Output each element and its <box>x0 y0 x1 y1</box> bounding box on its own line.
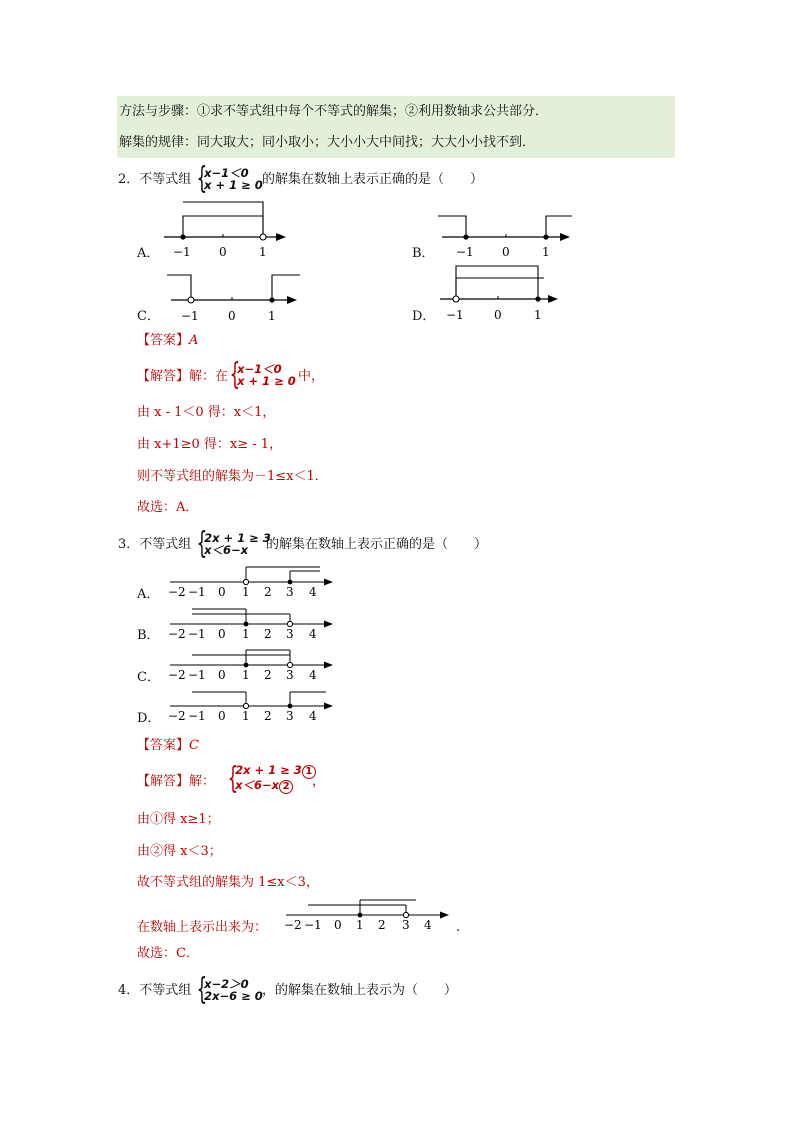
q3-step3: 故不等式组的解集为 1≤x＜3， <box>137 875 319 890</box>
q3-step2: 由②得 x＜3； <box>137 844 222 859</box>
tick-label: 1 <box>534 308 542 322</box>
tick-label: −2 <box>168 709 186 723</box>
q3-suffix: 的解集在数轴上表示正确的是（ ） <box>266 537 488 552</box>
q3-solve-head <box>137 774 215 790</box>
brace-icon: { <box>229 357 241 392</box>
tick-label: −2 <box>284 918 302 932</box>
q2-option-c-numberline <box>165 269 305 325</box>
tick-label: 0 <box>502 245 510 259</box>
q3-comma: ， <box>312 774 326 789</box>
method-line-1: 方法与步骤：①求不等式组中每个不等式的解集；②利用数轴求公共部分． <box>119 104 549 119</box>
tick-label: 0 <box>219 245 227 259</box>
q2-solve-head <box>137 369 228 385</box>
q3-eq1: 2x + 1 ≥ 3 <box>204 531 271 545</box>
tick-label: −1 <box>188 627 206 641</box>
tick-label: −1 <box>173 245 191 259</box>
q2-option-a-numberline <box>160 198 292 262</box>
q3-option-c-label: C． <box>137 670 160 685</box>
tick-label: 2 <box>264 627 272 641</box>
tick-label: 0 <box>218 709 226 723</box>
tick-label: −1 <box>304 918 322 932</box>
tick-label: 1 <box>242 627 250 641</box>
tick-label: −2 <box>168 627 186 641</box>
tick-label: 4 <box>309 709 317 723</box>
tick-label: 3 <box>286 668 294 682</box>
q4-eq2: 2x−6 ≥ 0 <box>204 989 263 1003</box>
q2-option-b-numberline <box>436 210 576 262</box>
tick-label: −1 <box>188 668 206 682</box>
tick-label: 3 <box>286 627 294 641</box>
solve-word: 解： <box>189 774 216 789</box>
method-line-2: 解集的规律：同大取大；同小取小；大小小大中间找；大大小小找不到． <box>119 135 536 150</box>
q2-answer <box>137 333 198 349</box>
tick-label: −1 <box>188 709 206 723</box>
circle-one-mark: ① <box>150 812 164 827</box>
answer-value: A <box>189 333 199 348</box>
tick-label: −1 <box>181 309 199 323</box>
tick-label: −1 <box>446 308 464 322</box>
brace-icon: { <box>196 161 208 196</box>
circle-two-icon: 2 <box>279 780 293 794</box>
tick-label: 1 <box>242 668 250 682</box>
tick-label: 1 <box>242 585 250 599</box>
q2-step2: 由 x+1≥0 得：x≥ - 1， <box>137 437 283 452</box>
q2-prefix: 2．不等式组 <box>118 172 192 187</box>
q2-suffix: 的解集在数轴上表示正确的是（ ） <box>262 172 484 187</box>
tick-label: 0 <box>228 309 236 323</box>
tick-label: 2 <box>264 668 272 682</box>
q4-system <box>188 972 263 1007</box>
q2-step1: 由 x - 1＜0 得：x＜1， <box>137 405 276 420</box>
q2-option-d-numberline <box>434 262 564 324</box>
tick-label: 1 <box>542 245 550 259</box>
q3-step1: 由①得 x≥1； <box>137 812 220 827</box>
tick-label: 3 <box>286 709 294 723</box>
q2-eq2: x + 1 ≥ 0 <box>204 178 263 192</box>
tick-label: 2 <box>264 709 272 723</box>
q3-option-a-label: A． <box>137 587 160 602</box>
q2-solve-eq1: x−1＜0 <box>237 362 282 376</box>
q3-prefix: 3．不等式组 <box>118 537 192 552</box>
tick-label: 1 <box>242 709 250 723</box>
answer-tag: 【答案】 <box>137 333 190 348</box>
q3-solve-eq1: 2x + 1 ≥ 3 <box>235 763 302 777</box>
brace-icon: { <box>227 761 239 796</box>
q3-solution-numberline <box>282 896 454 936</box>
q2-option-b-label: B． <box>412 246 435 261</box>
q2-solve-eq2: x + 1 ≥ 0 <box>237 374 296 388</box>
tick-label: 0 <box>218 585 226 599</box>
answer-tag: 【答案】 <box>137 738 190 753</box>
tick-label: −1 <box>188 585 206 599</box>
tick-label: 3 <box>286 585 294 599</box>
tick-label: 0 <box>494 308 502 322</box>
q2-conclude: 故选：A． <box>137 500 199 515</box>
method-box <box>117 96 675 158</box>
tick-label: 3 <box>402 918 410 932</box>
q2-option-d-label: D． <box>412 309 436 324</box>
q3-solve-system <box>219 761 316 796</box>
q2-solve-mid: 中， <box>298 369 325 384</box>
q3-eq2: x＜6−x <box>204 543 249 557</box>
q2-solve-system <box>221 357 296 392</box>
tick-label: −2 <box>168 668 186 682</box>
circle-one-icon: 1 <box>302 765 316 779</box>
q3-conclude: 故选：C． <box>137 946 199 961</box>
tick-label: 4 <box>309 585 317 599</box>
tick-label: −2 <box>168 585 186 599</box>
tick-label: 4 <box>309 668 317 682</box>
brace-icon: { <box>196 526 208 561</box>
q2-option-c-label: C． <box>137 309 160 324</box>
brace-icon: { <box>196 972 208 1007</box>
solve-tag: 【解答】 <box>137 774 190 789</box>
tick-label: 1 <box>268 309 276 323</box>
tick-label: 4 <box>424 918 432 932</box>
circle-two-mark: ② <box>150 844 164 859</box>
answer-value: C <box>189 738 199 753</box>
q3-option-b-label: B． <box>137 628 160 643</box>
q3-answer <box>137 738 199 754</box>
q3-option-c-numberline <box>166 645 338 685</box>
tick-label: 0 <box>218 627 226 641</box>
q4-suffix: ，的解集在数轴上表示为（ ） <box>262 983 458 998</box>
q3-option-b-numberline <box>166 604 338 644</box>
q4-eq1: x−2＞0 <box>204 977 249 991</box>
q3-option-a-numberline <box>166 563 338 603</box>
q2-option-a-label: A． <box>137 246 160 261</box>
q3-solve-eq2: x＜6−x <box>235 778 280 792</box>
tick-label: 1 <box>259 245 267 259</box>
tick-label: 2 <box>378 918 386 932</box>
tick-label: −1 <box>456 245 474 259</box>
q3-option-d-label: D． <box>137 711 161 726</box>
q3-system <box>188 526 271 561</box>
tick-label: 0 <box>218 668 226 682</box>
q2-system <box>188 161 263 196</box>
q2-eq1: x−1＜0 <box>204 166 249 180</box>
solve-word: 解：在 <box>189 369 229 384</box>
tick-label: 4 <box>309 627 317 641</box>
tick-label: 1 <box>356 918 364 932</box>
q2-step3: 则不等式组的解集为－1≤x＜1． <box>137 469 328 484</box>
solve-tag: 【解答】 <box>137 369 190 384</box>
q4-prefix: 4．不等式组 <box>118 983 192 998</box>
tick-label: 0 <box>334 918 342 932</box>
q3-show-end: . <box>456 920 461 935</box>
q3-show-text: 在数轴上表示出来为： <box>137 920 268 935</box>
tick-label: 2 <box>264 585 272 599</box>
q3-option-d-numberline <box>166 686 338 726</box>
